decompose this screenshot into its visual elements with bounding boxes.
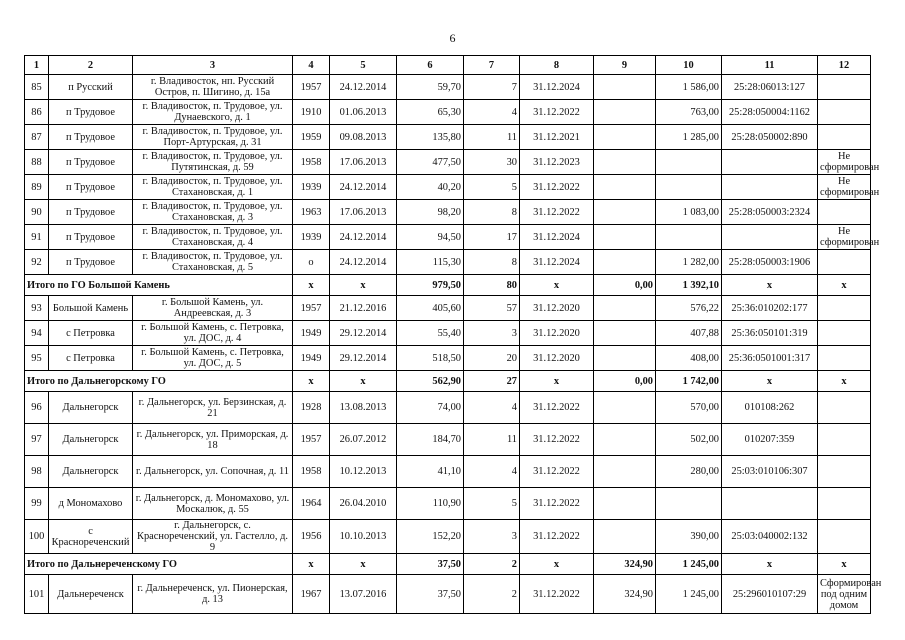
settlement-cell: Дальнегорск	[49, 456, 133, 488]
count-cell: 57	[464, 296, 520, 321]
year-cell: 1957	[293, 75, 330, 100]
column-header: 1	[25, 56, 49, 75]
total-deadline-cell: x	[520, 371, 594, 392]
cadastral-number-cell: 25:28:050002:890	[722, 125, 818, 150]
total-label: Итого по ГО Большой Камень	[25, 275, 293, 296]
area-cell: 135,80	[397, 125, 464, 150]
total-count-cell: 2	[464, 554, 520, 575]
total-note-cell: x	[818, 275, 871, 296]
year-cell: 1949	[293, 321, 330, 346]
cadastral-number-cell: 25:36:0501001:317	[722, 346, 818, 371]
table-row	[25, 175, 871, 200]
address-cell: г. Дальнегорск, ул. Сопочная, д. 11	[133, 456, 293, 488]
column-header: 9	[594, 56, 656, 75]
table-row	[25, 392, 871, 424]
count-cell: 4	[464, 456, 520, 488]
note-cell	[818, 346, 871, 371]
count-cell: 2	[464, 575, 520, 614]
table-body	[25, 56, 882, 614]
address-cell: г. Дальнегорск, ул. Берзинская, д. 21	[133, 392, 293, 424]
note-cell: Не сформирован	[818, 225, 871, 250]
total-c9-cell: 0,00	[594, 275, 656, 296]
year-cell: 1939	[293, 175, 330, 200]
row-number: 98	[25, 456, 49, 488]
row-number: 90	[25, 200, 49, 225]
year-cell: 1910	[293, 100, 330, 125]
deadline-cell: 31.12.2021	[520, 125, 594, 150]
column-header: 8	[520, 56, 594, 75]
cadastral-number-cell: 25:28:050003:1906	[722, 250, 818, 275]
date-cell: 24.12.2014	[330, 175, 397, 200]
row-number: 87	[25, 125, 49, 150]
column-header: 6	[397, 56, 464, 75]
total-date-cell: x	[330, 554, 397, 575]
table-row	[25, 520, 871, 554]
count-cell: 5	[464, 488, 520, 520]
date-cell: 10.12.2013	[330, 456, 397, 488]
note-cell: Сформирован под одним домом	[818, 575, 871, 614]
cadastral-number-cell: 25:03:040002:132	[722, 520, 818, 554]
settlement-cell: п Русский	[49, 75, 133, 100]
table-row	[25, 321, 871, 346]
settlement-cell: п Трудовое	[49, 225, 133, 250]
area-cell: 477,50	[397, 150, 464, 175]
cost-cell	[656, 175, 722, 200]
settlement-cell: п Трудовое	[49, 150, 133, 175]
date-cell: 29.12.2014	[330, 321, 397, 346]
total-c10-cell: 1 742,00	[656, 371, 722, 392]
note-cell: Не сформирован	[818, 175, 871, 200]
address-cell: г. Владивосток, п. Трудовое, ул. Путятинская, д. 59	[133, 150, 293, 175]
note-cell	[818, 250, 871, 275]
date-cell: 10.10.2013	[330, 520, 397, 554]
row-number: 91	[25, 225, 49, 250]
cost-cell: 1 083,00	[656, 200, 722, 225]
row-number: 86	[25, 100, 49, 125]
row-number: 95	[25, 346, 49, 371]
amount-cell	[594, 296, 656, 321]
date-cell: 13.07.2016	[330, 575, 397, 614]
date-cell: 13.08.2013	[330, 392, 397, 424]
count-cell: 4	[464, 100, 520, 125]
total-row	[25, 371, 871, 392]
table-row	[25, 250, 871, 275]
settlement-cell: с Петровка	[49, 346, 133, 371]
year-cell: 1939	[293, 225, 330, 250]
count-cell: 5	[464, 175, 520, 200]
row-number: 92	[25, 250, 49, 275]
cost-cell	[656, 225, 722, 250]
cadastral-number-cell	[722, 150, 818, 175]
count-cell: 7	[464, 75, 520, 100]
cadastral-number-cell: 010108:262	[722, 392, 818, 424]
table-row	[25, 488, 871, 520]
total-year-cell: x	[293, 554, 330, 575]
date-cell: 17.06.2013	[330, 200, 397, 225]
amount-cell	[594, 346, 656, 371]
cost-cell: 1 245,00	[656, 575, 722, 614]
date-cell: 26.04.2010	[330, 488, 397, 520]
address-cell: г. Владивосток, п. Трудовое, ул. Стахановская, д. 1	[133, 175, 293, 200]
total-year-cell: x	[293, 275, 330, 296]
amount-cell	[594, 125, 656, 150]
year-cell: 1956	[293, 520, 330, 554]
year-cell: 1957	[293, 296, 330, 321]
column-header: 7	[464, 56, 520, 75]
cadastral-number-cell: 25:28:050003:2324	[722, 200, 818, 225]
address-cell: г. Владивосток, п. Трудовое, ул. Порт-Артурская, д. 31	[133, 125, 293, 150]
year-cell: 1959	[293, 125, 330, 150]
amount-cell	[594, 456, 656, 488]
page-number: 6	[449, 31, 456, 45]
area-cell: 55,40	[397, 321, 464, 346]
year-cell: 1957	[293, 424, 330, 456]
cost-cell: 502,00	[656, 424, 722, 456]
column-header: 5	[330, 56, 397, 75]
deadline-cell: 31.12.2020	[520, 296, 594, 321]
address-cell: г. Владивосток, п. Трудовое, ул. Дунаевского, д. 1	[133, 100, 293, 125]
year-cell: 1958	[293, 456, 330, 488]
year-cell: 1964	[293, 488, 330, 520]
total-c9-cell: 0,00	[594, 371, 656, 392]
row-number: 94	[25, 321, 49, 346]
total-count-cell: 27	[464, 371, 520, 392]
row-number: 97	[25, 424, 49, 456]
total-date-cell: x	[330, 371, 397, 392]
date-cell: 24.12.2014	[330, 225, 397, 250]
deadline-cell: 31.12.2024	[520, 75, 594, 100]
settlement-cell: Большой Камень	[49, 296, 133, 321]
settlement-cell: Дальнегорск	[49, 392, 133, 424]
note-cell	[818, 200, 871, 225]
amount-cell	[594, 100, 656, 125]
total-area-cell: 979,50	[397, 275, 464, 296]
table-row	[25, 75, 871, 100]
cadastral-number-cell: 25:28:06013:127	[722, 75, 818, 100]
total-cadastral-cell: x	[722, 554, 818, 575]
address-cell: г. Владивосток, нп. Русский Остров, п. Шигино, д. 15а	[133, 75, 293, 100]
table-row	[25, 225, 871, 250]
address-cell: г. Владивосток, п. Трудовое, ул. Стахановская, д. 5	[133, 250, 293, 275]
cadastral-number-cell: 25:03:010106:307	[722, 456, 818, 488]
row-number: 89	[25, 175, 49, 200]
address-cell: г. Дальнегорск, с. Краснореченский, ул. Гастелло, д. 9	[133, 520, 293, 554]
note-cell	[818, 75, 871, 100]
date-cell: 26.07.2012	[330, 424, 397, 456]
cadastral-number-cell: 25:296010107:29	[722, 575, 818, 614]
amount-cell	[594, 321, 656, 346]
total-year-cell: x	[293, 371, 330, 392]
amount-cell	[594, 392, 656, 424]
year-cell: 1967	[293, 575, 330, 614]
year-cell: 1963	[293, 200, 330, 225]
table-row	[25, 125, 871, 150]
total-row	[25, 275, 871, 296]
cadastral-number-cell: 010207:359	[722, 424, 818, 456]
area-cell: 110,90	[397, 488, 464, 520]
amount-cell: 324,90	[594, 575, 656, 614]
total-count-cell: 80	[464, 275, 520, 296]
amount-cell	[594, 225, 656, 250]
year-cell: 1958	[293, 150, 330, 175]
total-deadline-cell: x	[520, 554, 594, 575]
total-label: Итого по Дальнегорскому ГО	[25, 371, 293, 392]
address-cell: г. Большой Камень, с. Петровка, ул. ДОС, д. 5	[133, 346, 293, 371]
address-cell: г. Большой Камень, с. Петровка, ул. ДОС, д. 4	[133, 321, 293, 346]
table-row	[25, 575, 871, 614]
table-row	[25, 424, 871, 456]
total-cadastral-cell: x	[722, 371, 818, 392]
table-row	[25, 346, 871, 371]
area-cell: 65,30	[397, 100, 464, 125]
total-label: Итого по Дальнереченскому ГО	[25, 554, 293, 575]
settlement-cell: п Трудовое	[49, 200, 133, 225]
deadline-cell: 31.12.2023	[520, 150, 594, 175]
cadastral-number-cell: 25:28:050004:1162	[722, 100, 818, 125]
table-row	[25, 150, 871, 175]
deadline-cell: 31.12.2022	[520, 392, 594, 424]
cadastral-number-cell	[722, 225, 818, 250]
count-cell: 17	[464, 225, 520, 250]
count-cell: 20	[464, 346, 520, 371]
amount-cell	[594, 150, 656, 175]
deadline-cell: 31.12.2022	[520, 575, 594, 614]
total-row	[25, 554, 871, 575]
deadline-cell: 31.12.2024	[520, 225, 594, 250]
amount-cell	[594, 424, 656, 456]
count-cell: 8	[464, 200, 520, 225]
count-cell: 11	[464, 424, 520, 456]
date-cell: 09.08.2013	[330, 125, 397, 150]
column-header: 3	[133, 56, 293, 75]
total-c9-cell: 324,90	[594, 554, 656, 575]
date-cell: 24.12.2014	[330, 75, 397, 100]
address-cell: г. Дальнереченск, ул. Пионерская, д. 13	[133, 575, 293, 614]
note-cell	[818, 321, 871, 346]
note-cell	[818, 520, 871, 554]
total-c10-cell: 1 245,00	[656, 554, 722, 575]
cadastral-number-cell	[722, 175, 818, 200]
cost-cell	[656, 150, 722, 175]
deadline-cell: 31.12.2022	[520, 488, 594, 520]
cost-cell: 1 282,00	[656, 250, 722, 275]
total-c10-cell: 1 392,10	[656, 275, 722, 296]
row-number: 99	[25, 488, 49, 520]
note-cell	[818, 424, 871, 456]
row-number: 100	[25, 520, 49, 554]
area-cell: 115,30	[397, 250, 464, 275]
amount-cell	[594, 75, 656, 100]
settlement-cell: Дальнереченск	[49, 575, 133, 614]
table-row	[25, 100, 871, 125]
table-row	[25, 200, 871, 225]
amount-cell	[594, 250, 656, 275]
date-cell: 17.06.2013	[330, 150, 397, 175]
settlement-cell: д Мономахово	[49, 488, 133, 520]
row-number: 93	[25, 296, 49, 321]
row-number: 101	[25, 575, 49, 614]
deadline-cell: 31.12.2022	[520, 520, 594, 554]
row-number: 96	[25, 392, 49, 424]
note-cell	[818, 456, 871, 488]
row-number: 88	[25, 150, 49, 175]
deadline-cell: 31.12.2024	[520, 250, 594, 275]
note-cell: Не сформирован	[818, 150, 871, 175]
date-cell: 24.12.2014	[330, 250, 397, 275]
column-header: 2	[49, 56, 133, 75]
count-cell: 11	[464, 125, 520, 150]
date-cell: 29.12.2014	[330, 346, 397, 371]
area-cell: 37,50	[397, 575, 464, 614]
deadline-cell: 31.12.2022	[520, 200, 594, 225]
cadastral-number-cell	[722, 488, 818, 520]
area-cell: 59,70	[397, 75, 464, 100]
area-cell: 74,00	[397, 392, 464, 424]
settlement-cell: п Трудовое	[49, 125, 133, 150]
deadline-cell: 31.12.2022	[520, 456, 594, 488]
column-header: 10	[656, 56, 722, 75]
cost-cell: 407,88	[656, 321, 722, 346]
date-cell: 21.12.2016	[330, 296, 397, 321]
count-cell: 8	[464, 250, 520, 275]
cost-cell: 576,22	[656, 296, 722, 321]
housing-table	[24, 55, 882, 614]
total-date-cell: x	[330, 275, 397, 296]
cost-cell: 1 285,00	[656, 125, 722, 150]
cost-cell: 763,00	[656, 100, 722, 125]
table-row	[25, 456, 871, 488]
year-cell: 1949	[293, 346, 330, 371]
deadline-cell: 31.12.2022	[520, 424, 594, 456]
total-note-cell: x	[818, 554, 871, 575]
count-cell: 4	[464, 392, 520, 424]
deadline-cell: 31.12.2022	[520, 100, 594, 125]
area-cell: 94,50	[397, 225, 464, 250]
settlement-cell: п Трудовое	[49, 175, 133, 200]
count-cell: 30	[464, 150, 520, 175]
count-cell: 3	[464, 321, 520, 346]
note-cell	[818, 296, 871, 321]
total-area-cell: 562,90	[397, 371, 464, 392]
cadastral-number-cell: 25:36:010202:177	[722, 296, 818, 321]
column-header: 4	[293, 56, 330, 75]
area-cell: 518,50	[397, 346, 464, 371]
note-cell	[818, 125, 871, 150]
amount-cell	[594, 488, 656, 520]
address-cell: г. Дальнегорск, д. Мономахово, ул. Москалюк, д. 55	[133, 488, 293, 520]
deadline-cell: 31.12.2022	[520, 175, 594, 200]
table-row	[25, 296, 871, 321]
address-cell: г. Большой Камень, ул. Андреевская, д. 3	[133, 296, 293, 321]
cost-cell: 390,00	[656, 520, 722, 554]
date-cell: 01.06.2013	[330, 100, 397, 125]
settlement-cell: п Трудовое	[49, 250, 133, 275]
amount-cell	[594, 520, 656, 554]
note-cell	[818, 392, 871, 424]
area-cell: 40,20	[397, 175, 464, 200]
cost-cell: 570,00	[656, 392, 722, 424]
settlement-cell: с Краснореченский	[49, 520, 133, 554]
area-cell: 41,10	[397, 456, 464, 488]
total-note-cell: x	[818, 371, 871, 392]
year-cell: о	[293, 250, 330, 275]
total-deadline-cell: x	[520, 275, 594, 296]
settlement-cell: Дальнегорск	[49, 424, 133, 456]
cost-cell: 408,00	[656, 346, 722, 371]
cadastral-number-cell: 25:36:050101:319	[722, 321, 818, 346]
address-cell: г. Дальнегорск, ул. Приморская, д. 18	[133, 424, 293, 456]
address-cell: г. Владивосток, п. Трудовое, ул. Стахановская, д. 4	[133, 225, 293, 250]
total-area-cell: 37,50	[397, 554, 464, 575]
column-header-row	[25, 56, 871, 75]
amount-cell	[594, 200, 656, 225]
cost-cell: 280,00	[656, 456, 722, 488]
area-cell: 98,20	[397, 200, 464, 225]
column-header: 12	[818, 56, 871, 75]
area-cell: 184,70	[397, 424, 464, 456]
note-cell	[818, 100, 871, 125]
area-cell: 152,20	[397, 520, 464, 554]
row-number: 85	[25, 75, 49, 100]
area-cell: 405,60	[397, 296, 464, 321]
cost-cell	[656, 488, 722, 520]
amount-cell	[594, 175, 656, 200]
note-cell	[818, 488, 871, 520]
deadline-cell: 31.12.2020	[520, 346, 594, 371]
column-header: 11	[722, 56, 818, 75]
cost-cell: 1 586,00	[656, 75, 722, 100]
total-cadastral-cell: x	[722, 275, 818, 296]
settlement-cell: с Петровка	[49, 321, 133, 346]
deadline-cell: 31.12.2020	[520, 321, 594, 346]
settlement-cell: п Трудовое	[49, 100, 133, 125]
count-cell: 3	[464, 520, 520, 554]
address-cell: г. Владивосток, п. Трудовое, ул. Стахановская, д. 3	[133, 200, 293, 225]
year-cell: 1928	[293, 392, 330, 424]
